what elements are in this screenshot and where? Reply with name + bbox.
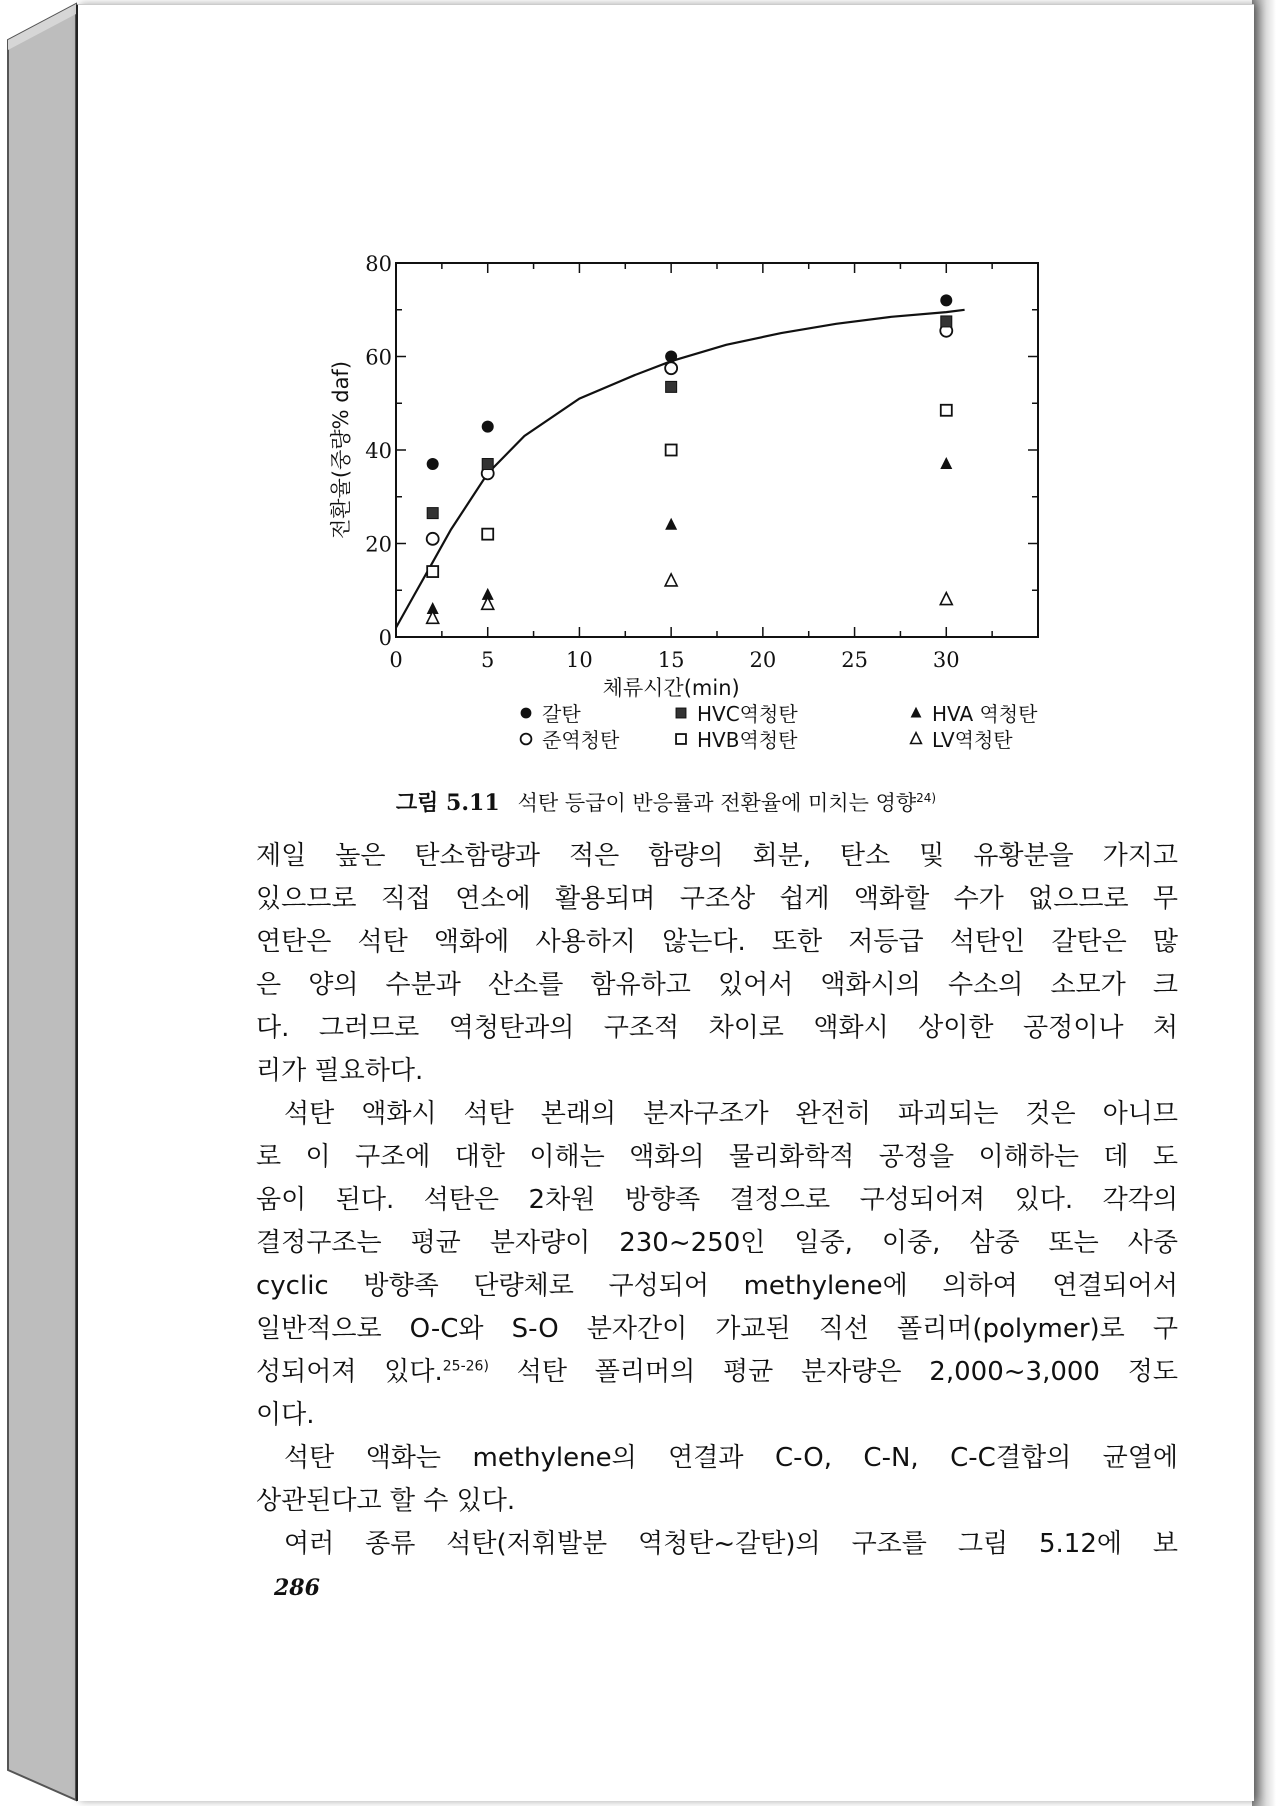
text-line: 상관된다고 할 수 있다. [256, 1486, 516, 1516]
data-point [427, 533, 439, 545]
data-point [666, 381, 677, 392]
text-segment: 성되어져 있다. [256, 1357, 443, 1387]
y-axis-title: 전환율(중량% daf) [329, 360, 353, 540]
body-text [256, 835, 1178, 1566]
data-point [427, 566, 438, 577]
page-shadow [1252, 0, 1276, 1806]
text-line [256, 1351, 1178, 1394]
x-tick-label: 15 [657, 648, 685, 672]
data-point [940, 294, 952, 306]
x-tick-label: 0 [389, 648, 403, 672]
legend-label: 준역청탄 [542, 728, 620, 752]
x-tick-label: 5 [481, 648, 495, 672]
caption-reference: 24) [916, 791, 937, 805]
legend-marker [911, 707, 922, 718]
book-page [76, 4, 1254, 1801]
text-line: 은 양의 수분과 산소를 함유하고 있어서 액화시의 수소의 소모가 크 [256, 970, 1178, 1000]
data-point [665, 351, 677, 363]
text-line: 다. 그러므로 역청탄과의 구조적 차이로 액화시 상이한 공정이나 처 [256, 1013, 1178, 1043]
text-line: 움이 된다. 석탄은 2차원 방향족 결정으로 구성되어져 있다. 각각의 [256, 1185, 1178, 1215]
y-tick-label: 0 [378, 626, 392, 650]
y-tick-label: 20 [365, 532, 392, 557]
page-number: 286 [274, 1575, 320, 1601]
text-line: 제일 높은 탄소함량과 적은 함량의 회분, 탄소 및 유황분을 가지고 [256, 841, 1178, 871]
x-tick-label: 25 [841, 648, 868, 672]
text-line: 로 이 구조에 대한 이해는 액화의 물리화학적 공정을 이해하는 데 도 [256, 1142, 1178, 1172]
legend-label: HVC역청탄 [697, 702, 798, 726]
text-line: 있으므로 직접 연소에 활용되며 구조상 쉽게 액화할 수가 없으므로 무 [256, 884, 1178, 914]
data-point [940, 593, 952, 605]
text-segment: 석탄 폴리머의 평균 분자량은 2,000~3,000 정도 [488, 1357, 1178, 1387]
text-line: 결정구조는 평균 분자량이 230~250인 일중, 이중, 삼중 또는 사중 [256, 1228, 1178, 1258]
caption-text: 석탄 등급이 반응률과 전환율에 미치는 영향 [517, 791, 917, 815]
caption-number: 그림 5.11 [395, 790, 500, 816]
data-point [940, 457, 952, 469]
text-line: 연탄은 석탄 액화에 사용하지 않는다. 또한 저등급 석탄인 갈탄은 많 [256, 927, 1178, 957]
data-point [666, 445, 677, 456]
legend-label: HVB역청탄 [697, 728, 798, 752]
y-tick-label: 40 [365, 439, 392, 463]
figure-caption [78, 786, 1254, 817]
book-spine-edge [0, 0, 80, 1806]
data-point [482, 529, 493, 540]
data-point [665, 574, 677, 586]
data-point [665, 518, 677, 530]
data-point [665, 362, 677, 374]
x-tick-label: 10 [566, 648, 593, 672]
text-line: 일반적으로 O-C와 S-O 분자간이 가교된 직선 폴리머(polymer)로 구 [256, 1314, 1178, 1344]
chart-area [329, 252, 1038, 752]
y-tick-label: 60 [365, 345, 392, 370]
text-line: cyclic 방향족 단량체로 구성되어 methylene에 의하여 연결되어서 [256, 1271, 1178, 1301]
x-tick-label: 20 [749, 648, 777, 672]
trend-curve [396, 310, 965, 628]
x-tick-label: 30 [932, 648, 960, 672]
y-tick-label: 80 [365, 252, 392, 276]
legend-label: LV역청탄 [932, 728, 1013, 752]
data-point [482, 459, 493, 470]
data-point [482, 421, 494, 433]
figure-5-11 [78, 5, 1254, 785]
x-axis-title: 체류시간(min) [602, 676, 740, 700]
data-point [941, 316, 952, 327]
data-point [427, 508, 438, 519]
legend-marker [676, 708, 686, 718]
legend-marker [521, 708, 532, 719]
text-line: 석탄 액화는 methylene의 연결과 C-O, C-N, C-C결합의 균열에 [284, 1443, 1178, 1473]
text-line: 이다. [256, 1400, 315, 1430]
legend-label: 갈탄 [542, 702, 581, 726]
text-line: 리가 필요하다. [256, 1056, 424, 1086]
legend-marker [911, 733, 922, 744]
legend-label: HVA 역청탄 [932, 702, 1038, 726]
legend-marker [676, 734, 686, 744]
text-line: 여러 종류 석탄(저휘발분 역청탄~갈탄)의 구조를 그림 5.12에 보 [284, 1529, 1178, 1559]
legend-marker [521, 734, 532, 745]
data-point [941, 405, 952, 416]
data-point [427, 458, 439, 470]
citation-ref: 25-26) [442, 1358, 489, 1375]
text-line: 석탄 액화시 석탄 본래의 분자구조가 완전히 파괴되는 것은 아니므 [284, 1099, 1178, 1129]
